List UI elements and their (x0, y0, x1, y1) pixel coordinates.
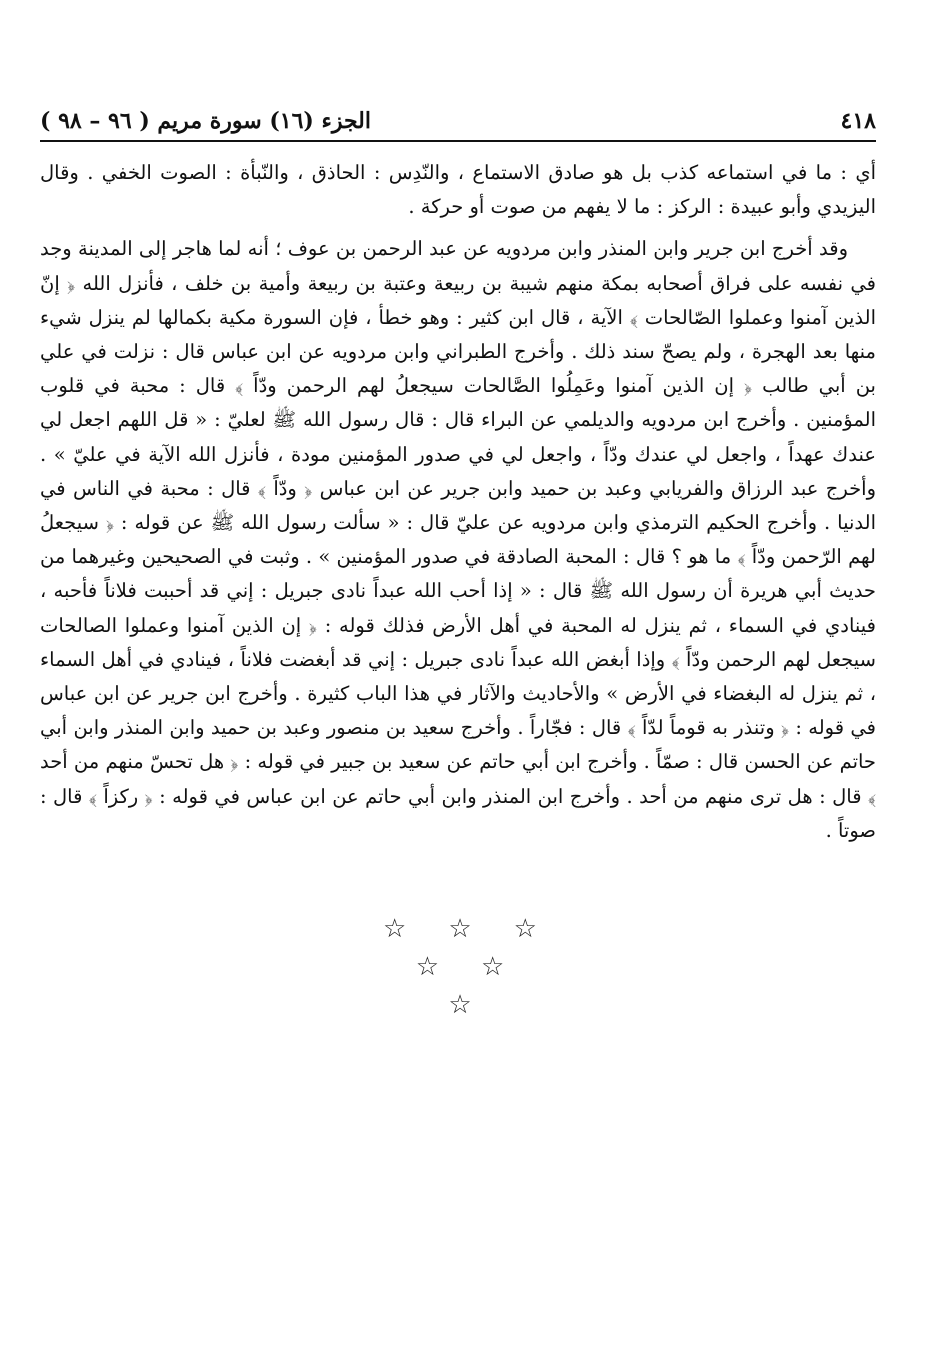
star-icon: ☆ (513, 914, 537, 944)
star-icon: ☆ (415, 952, 439, 982)
page-header (40, 104, 876, 138)
star-icon: ☆ (383, 914, 407, 944)
separator-row-2 (330, 948, 590, 986)
header-rule (40, 140, 876, 142)
page-body (40, 156, 876, 848)
star-icon: ☆ (481, 952, 505, 982)
star-icon: ☆ (448, 990, 472, 1020)
separator-row-3 (330, 986, 590, 1024)
paragraph-2: وقد أخرج ابن جرير وابن المنذر وابن مردويه عن عبد الرحمن بن عوف ؛ أنه لما هاجر إلى المدينة وجد في نفسه على فراق أصحابه بمكة منهم شيبة بن ربيعة وعتبة بن ربيعة وأمية بن خلف ، فأنزل الله ﴿ إنّ الذين آمنوا وعملوا الصّالحات ﴾ الآية ، قال ابن كثير : وهو خطأ ، فإن السورة مكية بكمالها لم ينزل شيء منها بعد الهجرة ، ولم يصحّ سند ذلك . وأخرج الطبراني وابن مردويه عن ابن عباس قال : نزلت في علي بن أبي طالب ﴿ إن الذين آمنوا وعَمِلُوا الصَّالحات سيجعلُ لهم الرحمن ودّاً ﴾ قال : محبة في قلوب المؤمنين . وأخرج ابن مردويه والديلمي عن البراء قال : قال رسول الله ﷺ لعليّ : « قل اللهم اجعل لي عندك عهداً ، واجعل لي عندك ودّاً ، واجعل لي في صدور المؤمنين مودة ، فأنزل الله الآية في عليّ » . وأخرج عبد الرزاق والفريابي وعبد بن حميد وابن جرير عن ابن عباس ﴿ ودّاً ﴾ قال : محبة في الناس في الدنيا . وأخرج الحكيم الترمذي وابن مردويه عن عليّ قال : « سألت رسول الله ﷺ عن قوله : ﴿ سيجعلُ لهم الرّحمن ودّاً ﴾ ما هو ؟ قال : المحبة الصادقة في صدور المؤمنين » . وثبت في الصحيحين وغيرهما من حديث أبي هريرة أن رسول الله ﷺ قال : « إذا أحب الله عبداً نادى جبريل : إني قد أحببت فلاناً فأحبه ، فينادي في السماء ، ثم ينزل له المحبة في أهل الأرض فذلك قوله : ﴿ إن الذين آمنوا وعملوا الصالحات سيجعل لهم الرحمن ودّاً ﴾ وإذا أبغض الله عبداً نادى جبريل : إني قد أبغضت فلاناً ، فينادي في أهل السماء ، ثم ينزل له البغضاء في الأرض » والأحاديث والآثار في هذا الباب كثيرة . وأخرج ابن جرير عن ابن عباس في قوله : ﴿ وتنذر به قوماً لدّاً ﴾ قال : فجّاراً . وأخرج سعيد بن منصور وعبد بن حميد وابن المنذر وابن أبي حاتم عن الحسن قال : صمّاً . وأخرج ابن أبي حاتم عن سعيد بن جبير في قوله : ﴿ هل تحسّ منهم من أحد ﴾ قال : هل ترى منهم من أحد . وأخرج ابن المنذر وابن أبي حاتم عن ابن عباس في قوله : ﴿ ركزاً ﴾ قال : صوتاً . (40, 237, 876, 842)
page-number: ٤١٨ (840, 108, 876, 134)
paragraph-1: أي : ما في استماعه كذب بل هو صادق الاستماع ، والنّدِس : الحاذق ، والنّبأة : الصوت الخفي . وقال اليزيدي وأبو عبيدة : الركز : ما لا يفهم من صوت أو حركة . (40, 161, 876, 219)
running-title: الجزء (١٦) سورة مريم ( ٩٦ – ٩٨ ) (40, 108, 371, 134)
separator-row-1 (330, 910, 590, 948)
section-separator (330, 910, 590, 1024)
star-icon: ☆ (448, 914, 472, 944)
